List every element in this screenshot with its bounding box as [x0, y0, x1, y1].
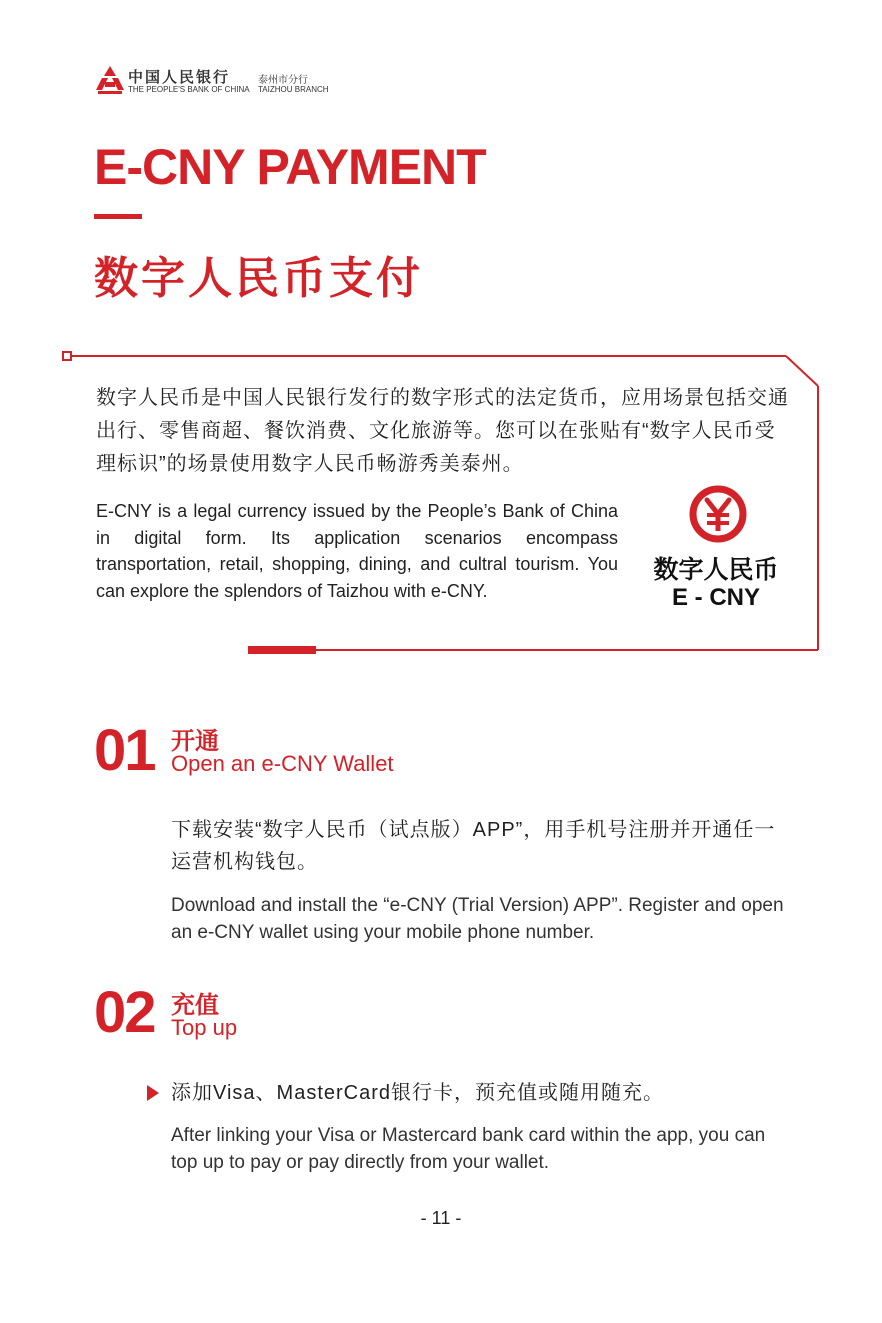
title-divider: [94, 214, 142, 219]
step-number: 02: [94, 980, 155, 1045]
step-title-en: Top up: [171, 1015, 238, 1040]
step-title-en: Open an e-CNY Wallet: [171, 751, 394, 776]
page-title-en: E-CNY PAYMENT: [94, 139, 486, 195]
step-text-en: Download and install the “e-CNY (Trial Version) APP”. Register and open an e-CNY wallet using your mobile phone number.: [171, 895, 784, 943]
branch-name-en: TAIZHOU BRANCH: [258, 85, 329, 94]
step-title-cn: 开通: [171, 728, 219, 755]
step-text-en: After linking your Visa or Mastercard bank card within the app, you can top up to pay or pay directly from your wallet.: [171, 1125, 766, 1173]
pboc-logo-icon: [94, 64, 126, 96]
bank-name-cn: 中国人民银行: [128, 69, 231, 86]
step-title-cn: 充值: [171, 992, 219, 1019]
triangle-bullet-icon: [146, 1084, 160, 1102]
ecny-badge-en: E - CNY: [671, 584, 760, 611]
ecny-yuan-icon: [688, 484, 748, 544]
intro-text-cn: 数字人民币是中国人民银行发行的数字形式的法定货币，应用场景包括交通出行、零售商超、餐饮消费、文化旅游等。您可以在张贴有“数字人民币受理标识”的场景使用数字人民币畅游秀美泰州。: [96, 387, 789, 475]
step-text-cn: 添加Visa、MasterCard银行卡，预充值或随用随充。: [171, 1082, 665, 1104]
page-number: - 11 -: [420, 1208, 462, 1228]
bank-name-en: THE PEOPLE'S BANK OF CHINA: [128, 85, 250, 94]
step-number: 01: [94, 718, 155, 783]
ecny-badge-cn: 数字人民币: [653, 556, 779, 584]
page-title-cn: 数字人民币支付: [94, 254, 423, 303]
step-text-cn: 下载安装“数字人民币（试点版）APP”，用手机号注册并开通任一运营机构钱包。: [171, 819, 776, 873]
branch-name-cn: 泰州市分行: [258, 75, 308, 86]
intro-text-en: E-CNY is a legal currency issued by the People’s Bank of China in digital form. Its application scenarios encompass transportation, retail, shopping, dining, and cultral tourism. You can explore the splendors of Taizhou with e-CNY.: [96, 501, 618, 601]
